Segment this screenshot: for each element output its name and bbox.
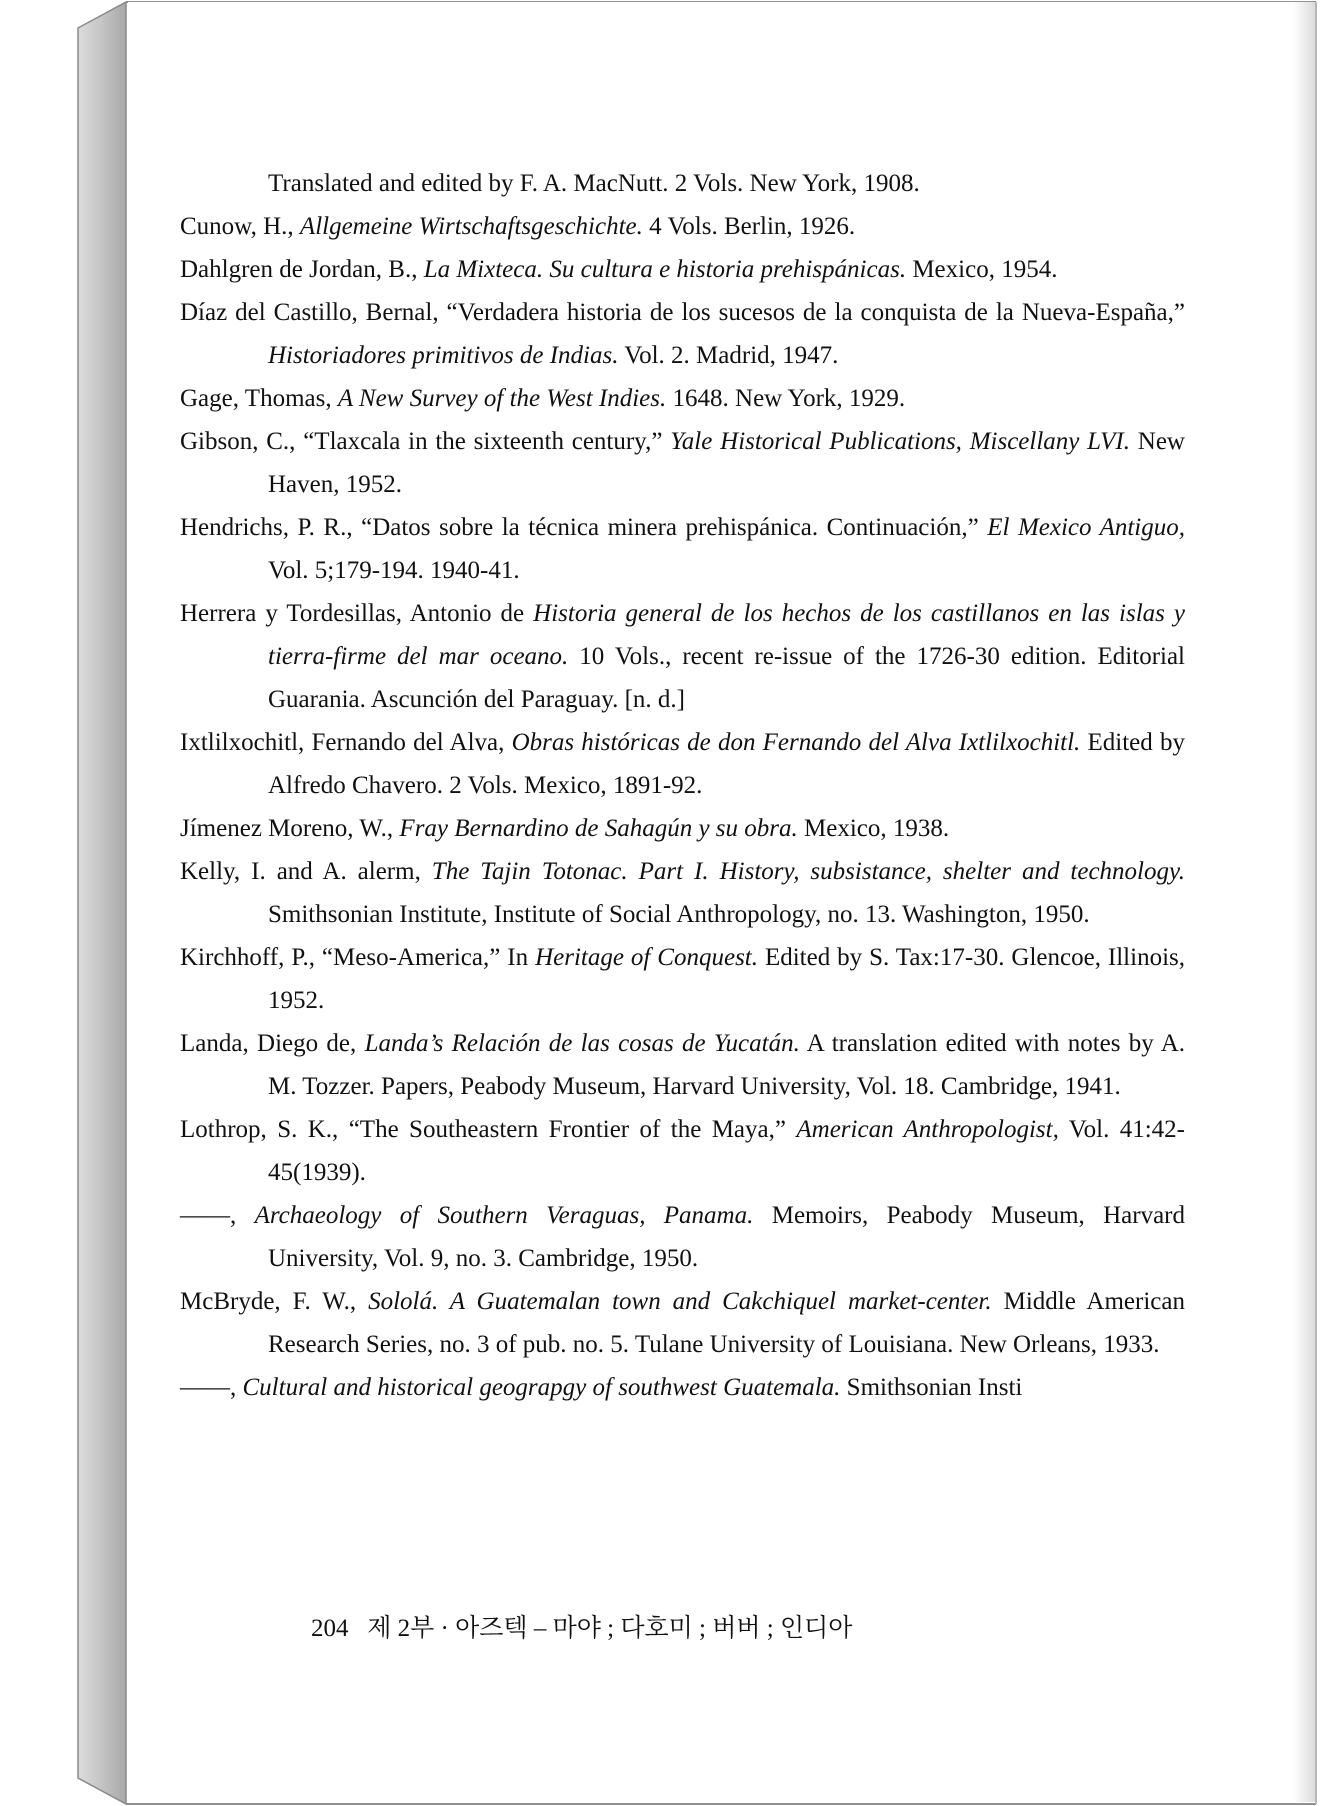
entry-title-text: American Anthropologist, <box>796 1116 1059 1143</box>
bibliography-entry <box>180 162 1185 205</box>
bibliography-entry <box>180 1022 1185 1108</box>
entry-title-text: Heritage of Conquest. <box>535 944 758 971</box>
entry-text: Mexico, 1954. <box>906 256 1058 283</box>
entry-text: New Haven, 1952. <box>268 428 1185 498</box>
entry-text: Landa, Diego de, <box>180 1030 365 1057</box>
entry-text: Middle American Research Series, no. 3 of pub. no. 5. Tulane University of Louisiana. New Orleans, 1933. <box>268 1288 1185 1358</box>
bibliography-entry <box>180 1194 1185 1280</box>
entry-text: Cunow, H., <box>180 213 300 240</box>
entry-text: Herrera y Tordesillas, Antonio de <box>180 600 534 627</box>
bibliography-entry <box>180 248 1185 291</box>
entry-text: ——, <box>180 1374 243 1401</box>
entry-text: A translation edited with notes by A. M. Tozzer. Papers, Peabody Museum, Harvard University, Vol. 18. Cambridge, 1941. <box>268 1030 1186 1100</box>
entry-title-text: Yale Historical Publications, Miscellany LVI. <box>670 428 1130 455</box>
bibliography-entry <box>180 420 1185 506</box>
entry-text: Kirchhoff, P., “Meso-America,” In <box>180 944 536 971</box>
entry-text: McBryde, F. W., <box>180 1288 369 1315</box>
entry-title-text: A New Survey of the West Indies. <box>337 385 667 412</box>
page-number: 204 <box>311 1615 349 1642</box>
page-footer <box>311 1608 852 1644</box>
entry-text: Dahlgren de Jordan, B., <box>180 256 424 283</box>
bibliography-entry <box>180 721 1185 807</box>
page-shadow <box>1293 2 1315 1802</box>
entry-text: 4 Vols. Berlin, 1926. <box>642 213 856 240</box>
entry-text: 10 Vols., recent re-issue of the 1726-30 edition. Editorial Guarania. Ascunción del Paraguay. [n. d.] <box>268 643 1186 713</box>
entry-text: Vol. 5;179-194. 1940-41. <box>268 557 520 584</box>
entry-text: Jímenez Moreno, W., <box>180 815 400 842</box>
bibliography-entry <box>180 850 1185 936</box>
bibliography-list <box>180 162 1185 1409</box>
bibliography-entry <box>180 506 1185 592</box>
entry-text: Edited by Alfredo Chavero. 2 Vols. Mexico, 1891-92. <box>268 729 1185 799</box>
entry-title-text: Historia general de los hechos de los castillanos en las islas y tierra-firme del mar oceano. <box>268 600 1186 670</box>
entry-title-text: El Mexico Antiguo, <box>987 514 1185 541</box>
entry-title-text: Landa’s Relación de las cosas de Yucatán. <box>364 1030 800 1057</box>
bibliography-entry <box>180 807 1185 850</box>
entry-text: Translated and edited by F. A. MacNutt. 2 Vols. New York, 1908. <box>268 170 920 197</box>
entry-text: Edited by S. Tax:17-30. Glencoe, Illinois, 1952. <box>268 944 1185 1014</box>
entry-text: Smithsonian Institute, Institute of Social Anthropology, no. 13. Washington, 1950. <box>268 901 1090 928</box>
bibliography-entry <box>180 291 1185 377</box>
entry-text: Gage, Thomas, <box>180 385 338 412</box>
running-section-title: 제 2부 · 아즈텍 – 마야 ; 다호미 ; 버버 ; 인디아 <box>367 1615 853 1642</box>
entry-title-text: Fray Bernardino de Sahagún y su obra. <box>399 815 798 842</box>
entry-text: Hendrichs, P. R., “Datos sobre la técnica minera prehispánica. Continuación,” <box>180 514 988 541</box>
entry-text: ——, <box>180 1202 255 1229</box>
entry-text: Lothrop, S. K., “The Southeastern Frontier of the Maya,” <box>180 1116 797 1143</box>
bibliography-entry <box>180 936 1185 1022</box>
entry-text: 1648. New York, 1929. <box>666 385 906 412</box>
entry-text: Smithsonian Insti <box>840 1374 1023 1401</box>
entry-text: Ixtlilxochitl, Fernando del Alva, <box>180 729 512 756</box>
entry-title-text: Sololá. A Guatemalan town and Cakchiquel market-center. <box>368 1288 992 1315</box>
entry-title-text: Allgemeine Wirtschaftsgeschichte. <box>299 213 643 240</box>
entry-title-text: Cultural and historical geograpgy of southwest Guatemala. <box>242 1374 841 1401</box>
entry-text: Memoirs, Peabody Museum, Harvard University, Vol. 9, no. 3. Cambridge, 1950. <box>268 1202 1186 1272</box>
entry-text: Vol. 41:42-45(1939). <box>268 1116 1186 1186</box>
bibliography-entry <box>180 377 1185 420</box>
bibliography-entry <box>180 1366 1185 1409</box>
book-page-edge <box>78 2 126 1804</box>
bibliography-entry <box>180 592 1185 721</box>
bibliography-entry <box>180 1108 1185 1194</box>
entry-text: Vol. 2. Madrid, 1947. <box>618 342 839 369</box>
entry-title-text: La Mixteca. Su cultura e historia prehispánicas. <box>423 256 907 283</box>
entry-title-text: The Tajin Totonac. Part I. History, subsistance, shelter and technology. <box>431 858 1185 885</box>
entry-text: Mexico, 1938. <box>797 815 950 842</box>
bibliography-entry <box>180 205 1185 248</box>
entry-title-text: Obras históricas de don Fernando del Alva Ixtlilxochitl. <box>511 729 1081 756</box>
entry-text: Díaz del Castillo, Bernal, “Verdadera historia de los sucesos de la conquista de la Nueva-España,” <box>180 299 1185 326</box>
entry-text: Gibson, C., “Tlaxcala in the sixteenth century,” <box>180 428 671 455</box>
entry-title-text: Historiadores primitivos de Indias. <box>268 342 619 369</box>
entry-title-text: Archaeology of Southern Veraguas, Panama. <box>254 1202 754 1229</box>
bibliography-entry <box>180 1280 1185 1366</box>
entry-text: Kelly, I. and A. alerm, <box>180 858 432 885</box>
